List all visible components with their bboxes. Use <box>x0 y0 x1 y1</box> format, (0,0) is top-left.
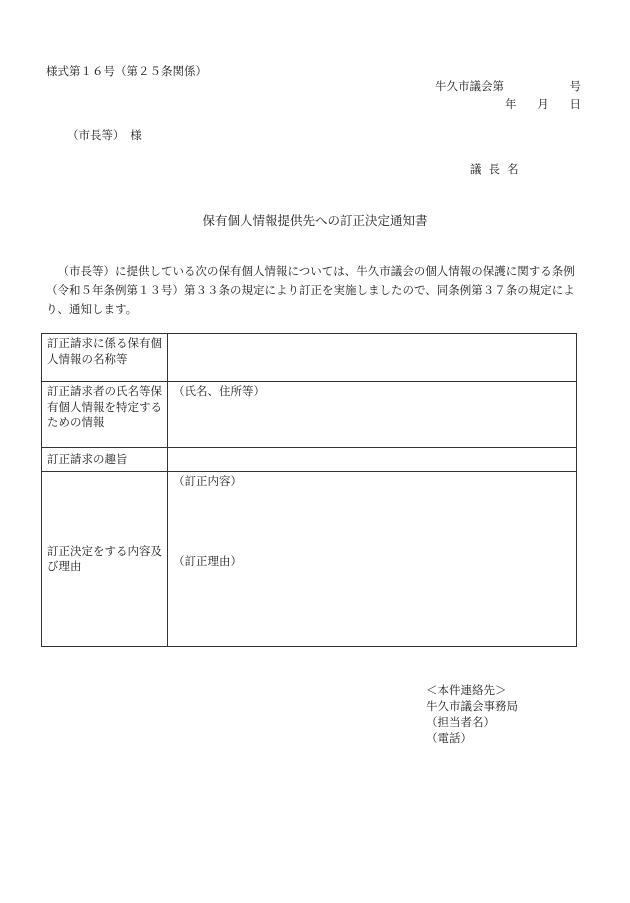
addressee: （市長等） 様 <box>67 128 142 142</box>
document-number-prefix: 牛久市議会第 <box>435 79 504 93</box>
table-row <box>42 448 577 472</box>
row-value <box>168 448 577 472</box>
date-line <box>505 97 581 111</box>
correction-content-label: （訂正内容） <box>173 474 242 488</box>
row-label: 訂正請求者の氏名等保有個人情報を特定するための情報 <box>42 382 168 448</box>
table-row <box>42 382 577 448</box>
document-title: 保有個人情報提供先への訂正決定通知書 <box>202 213 428 228</box>
info-table <box>41 333 577 647</box>
contact-block <box>426 682 518 746</box>
document-number-suffix: 号 <box>569 79 581 93</box>
row-label: 訂正請求に係る保有個人情報の名称等 <box>42 334 168 382</box>
row-value <box>168 334 577 382</box>
document-number-line <box>435 79 581 93</box>
date-month: 月 <box>537 97 549 111</box>
contact-office: 牛久市議会事務局 <box>426 699 518 713</box>
form-number: 様式第１６号（第２５条関係） <box>46 64 207 78</box>
row-value: （氏名、住所等） <box>168 382 577 448</box>
chairperson-name: 議長名 <box>470 162 526 176</box>
contact-person: （担当者名） <box>426 715 495 729</box>
contact-phone: （電話） <box>426 731 472 745</box>
body-paragraph: （市長等）に提供している次の保有個人情報については、牛久市議会の個人情報の保護に関する条例（令和５年条例第１３号）第３３条の規定により訂正を実施しましたので、同条例第３７条の規定により、通知します。 <box>46 264 575 316</box>
date-year: 年 <box>505 97 517 111</box>
contact-heading: ＜本件連絡先＞ <box>426 683 507 697</box>
date-day: 日 <box>569 97 581 111</box>
row-label: 訂正請求の趣旨 <box>42 448 168 472</box>
correction-reason-label: （訂正理由） <box>173 553 242 568</box>
row-value <box>168 472 577 647</box>
table-row <box>42 334 577 382</box>
row-label: 訂正決定をする内容及び理由 <box>42 472 168 647</box>
table-row <box>42 472 577 647</box>
